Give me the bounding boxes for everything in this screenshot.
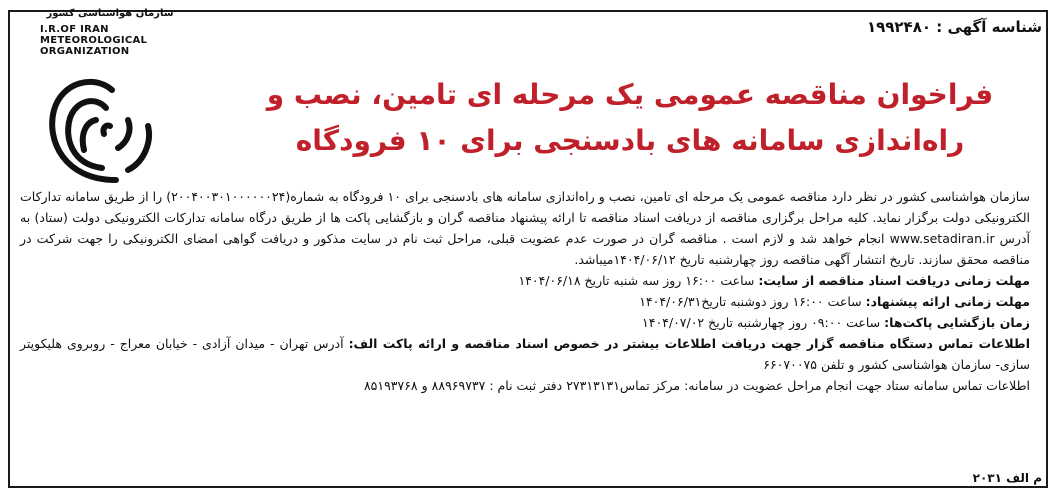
tender-title	[230, 72, 1030, 164]
logo-org-name-fa: سازمان هواشناسی کشور	[46, 8, 174, 19]
tender-title-line-2: راه‌اندازی سامانه های بادسنجی برای ۱۰ فرودگاه	[295, 124, 965, 157]
contact-label: اطلاعات تماس دستگاه مناقصه گزار جهت دریافت اطلاعات بیشتر در خصوص اسناد مناقصه و ارائه پاکت الف:	[348, 336, 1030, 351]
ad-code: م الف ۲۰۳۱	[972, 471, 1042, 485]
opening-value: ساعت ۰۹:۰۰ روز چهارشنبه تاریخ ۱۴۰۴/۰۷/۰۲	[642, 315, 885, 330]
setad-contact: اطلاعات تماس سامانه ستاد جهت انجام مراحل عضویت در سامانه: مرکز تماس۲۷۳۱۳۱۳۱ دفتر ثبت نام : ۸۸۹۶۹۷۳۷ و ۸۵۱۹۳۷۶۸	[363, 378, 1030, 393]
logo-org-name-en	[40, 24, 180, 57]
docs-deadline-row	[20, 270, 1030, 291]
logo-line-2: METEOROLOGICAL	[40, 35, 148, 46]
contact-row	[20, 333, 1030, 375]
offer-deadline-value: ساعت ۱۶:۰۰ روز دوشنبه تاریخ۱۴۰۴/۰۶/۳۱	[639, 294, 866, 309]
tender-body	[20, 186, 1030, 396]
offer-deadline-label: مهلت زمانی ارائه پیشنهاد:	[865, 294, 1030, 309]
tender-intro: سازمان هواشناسی کشور در نظر دارد مناقصه عمومی یک مرحله ای تامین، نصب و راه‌اندازی سامانه های بادسنجی برای ۱۰ فرودگاه به شماره(۲۰۰۴۰۰۳۰۱۰۰۰۰۰۰۲۴) را از طریق سامانه تدارکات الکترونیکی دولت برگزار نماید. کلیه مراحل برگزاری مناقصه از دریافت اسناد مناقصه تا ارائه پیشنهاد مناقصه گران و بازگشایی پاکت ها از طریق درگاه سامانه تدارکات الکترونیکی دولت (ستاد) به آدرس www.setadiran.ir انجام خواهد شد و لازم است . مناقصه گران در صورت عدم عضویت قبلی، مراحل ثبت نام در سایت مذکور و دریافت گواهی امضای الکترونیکی را جهت شرکت در مناقصه محقق سازند. تاریخ انتشار آگهی مناقصه روز چهارشنبه تاریخ ۱۴۰۴/۰۶/۱۲میباشد.	[20, 189, 1030, 267]
docs-deadline-label: مهلت زمانی دریافت اسناد مناقصه از سایت:	[758, 273, 1030, 288]
docs-deadline-value: ساعت ۱۶:۰۰ روز سه شنبه تاریخ ۱۴۰۴/۰۶/۱۸	[518, 273, 759, 288]
logo-line-1: I.R.OF IRAN	[40, 24, 109, 35]
contact-value: آدرس تهران - میدان آزادی - خیابان معراج - روبروی هلیکوپتر سازی- سازمان هواشناسی کشور و تلفن ۶۶۰۷۰۰۷۵	[20, 336, 1030, 372]
opening-row	[20, 312, 1030, 333]
tender-title-line-1: فراخوان مناقصه عمومی یک مرحله ای تامین، نصب و	[266, 78, 994, 111]
logo-line-3: ORGANIZATION	[40, 46, 130, 57]
opening-label: زمان بازگشایی پاکت‌ها:	[884, 315, 1030, 330]
ad-id: شناسه آگهی : ۱۹۹۲۴۸۰	[866, 18, 1042, 36]
offer-deadline-row	[20, 291, 1030, 312]
